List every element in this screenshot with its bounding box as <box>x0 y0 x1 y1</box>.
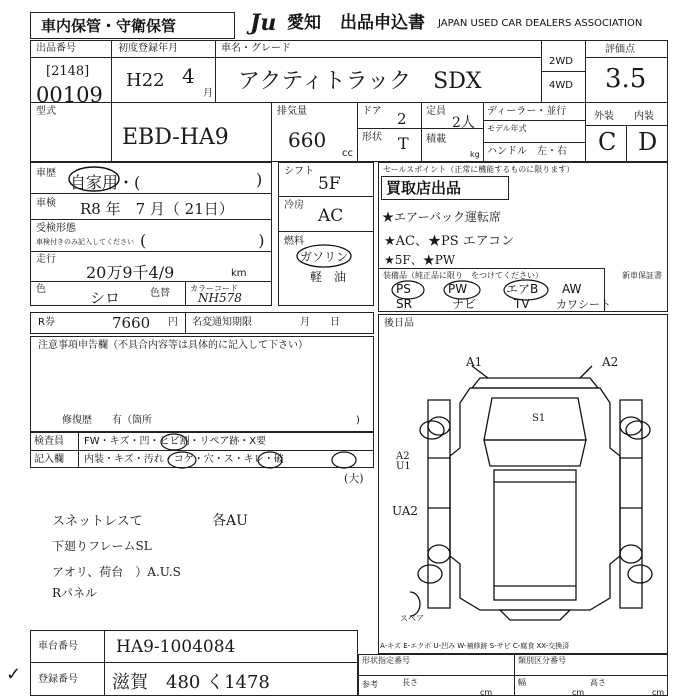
history-close-paren: ) <box>256 170 263 189</box>
reg-era: H22 <box>126 70 165 91</box>
damage-legend: A-キズ E-エクボ U-凹み W-補修跡 S-サビ C-腐食 XX-交換済 <box>380 642 570 650</box>
color-code-label: カラーコード <box>190 284 238 293</box>
interior-label: 内装 <box>634 111 654 122</box>
equip-circles <box>390 278 570 302</box>
recycle-sub: 車検付きのみ記入してください <box>36 238 134 246</box>
model-value: EBD-HA9 <box>122 125 229 150</box>
inspector-label: 検査員 <box>34 436 64 447</box>
recycle-ticket-label: R券 <box>38 317 55 328</box>
inspection-label: 車検 <box>36 198 56 209</box>
reg-no-label: 登録番号 <box>38 674 78 685</box>
shape-value: T <box>398 134 409 153</box>
notice-date-label: 名変通知期限 <box>192 317 252 328</box>
equip-pw: PW <box>448 282 468 296</box>
car-diagram <box>410 358 660 628</box>
capacity-value: 2人 <box>452 115 475 131</box>
car-name-label: 車名・グレード <box>221 43 291 54</box>
height-label: 高さ <box>590 678 606 687</box>
chassis-no-value: HA9-1004084 <box>116 637 236 657</box>
type-specs-label: 類別区分番号 <box>518 656 566 665</box>
reg-month: 4 <box>182 64 195 88</box>
recycle-paren: ( ) <box>140 231 265 250</box>
warranty-label: 新車保証書 <box>622 271 662 280</box>
mark-a2: A2 <box>602 355 619 369</box>
form-title: 出品申込書 <box>340 13 425 33</box>
remarks-line-1: スネットレスて <box>52 514 143 529</box>
history-value: 自家用・( <box>70 173 141 192</box>
sales-point-1: ★エアーバック運転席 <box>382 210 502 224</box>
doors-label: ドア <box>362 106 382 117</box>
equip-ps: PS <box>396 282 411 296</box>
first-reg-label: 初度登録年月 <box>118 43 178 54</box>
remarks-line-3: 下廻りフレームSL <box>52 539 152 553</box>
ju-logo: Ju <box>250 10 277 36</box>
inspection-value: R8 年 7 月（ 21日） <box>80 200 234 218</box>
rear-seat-label: 後日品 <box>384 318 414 329</box>
mark-ua2: UA2 <box>392 504 419 518</box>
score-label: 評価点 <box>605 44 635 55</box>
recycle-ticket-value: 7660 <box>112 314 151 332</box>
score-value: 3.5 <box>605 64 647 94</box>
mark-a1: A1 <box>466 355 483 369</box>
history-circle <box>66 164 126 194</box>
car-name-value: アクティトラック SDX <box>238 69 482 94</box>
association-name: JAPAN USED CAR DEALERS ASSOCIATION <box>438 18 643 29</box>
fuel-label: 燃料 <box>284 236 304 247</box>
buyback-text: 買取店出品 <box>386 179 462 197</box>
color-value: シロ <box>90 289 121 307</box>
check-mark: (大) <box>344 472 364 485</box>
fuel-value: ガソリン <box>300 250 349 264</box>
remarks-title: 注意事項申告欄（不具合内容等は具体的に記入して下さい） <box>38 340 308 351</box>
dealer-label: ディーラー・並行 <box>487 106 567 117</box>
entry-label: 記入欄 <box>34 454 64 465</box>
reg-no-value: 滋賀 480 く1478 <box>112 672 270 693</box>
storage-badge <box>30 12 235 39</box>
interior-row: 内装・キズ・汚れ・コゲ・穴・ス・キレ・破 <box>84 454 284 465</box>
lot-bracket: [2148] <box>46 64 90 79</box>
equip-aw: AW <box>562 282 582 296</box>
mark-s1: S1 <box>532 413 546 424</box>
yen-unit: 円 <box>168 317 178 328</box>
exterior-value: C <box>598 128 617 156</box>
storage-badge-text: 車内保管・守衛保管 <box>41 17 177 35</box>
equip-seat: カワシート <box>556 298 611 311</box>
spare-label: スペア <box>400 614 424 623</box>
load-label: 積載 <box>426 134 446 145</box>
fuel-diesel: 軽 油 <box>310 270 347 284</box>
model-year-label: モデル年式 <box>487 124 527 133</box>
equip-title: 装備品（純正品に限り をつけてください） <box>383 271 543 280</box>
exterior-label: 外装 <box>594 111 614 122</box>
shift-label: シフト <box>284 166 314 177</box>
mark-a2u1: A2 U1 <box>396 451 411 472</box>
kg-unit: kg <box>470 150 480 159</box>
length-label: 長さ <box>402 678 418 687</box>
color-label: 色 <box>36 284 46 295</box>
handle-label: ハンドル 左・右 <box>487 146 567 157</box>
displacement-value: 660 <box>288 128 327 152</box>
shift-value: 5F <box>318 174 341 194</box>
recycle-label: 受検形態 <box>36 223 76 234</box>
remarks-line-5: Rパネル <box>52 586 98 600</box>
width-cm: cm <box>572 688 585 697</box>
cc-unit: cc <box>342 148 353 159</box>
doors-value: 2 <box>397 110 407 128</box>
ac-label: 冷房 <box>284 200 304 211</box>
length-cm: cm <box>480 688 493 697</box>
shape-specs-label: 形状指定番号 <box>362 656 410 665</box>
color-code-value: NH578 <box>198 291 242 305</box>
remarks-line-4: アオリ、荷台 ）A.U.S <box>52 565 181 579</box>
2wd-label: 2WD <box>549 56 573 67</box>
mileage-value: 20万9千4/9 <box>86 263 175 282</box>
4wd-label: 4WD <box>549 80 573 91</box>
width-label: 幅 <box>518 678 526 687</box>
lot-no-value: 00109 <box>36 83 103 107</box>
chassis-no-label: 車台番号 <box>38 641 78 652</box>
remarks-line-2: 各AU <box>212 513 248 529</box>
sales-point-3: ★5F、★PW <box>384 253 456 267</box>
sales-point-2: ★AC、★PS エアコン <box>384 234 515 249</box>
sales-point-label: セールスポイント（正常に機能するものに限ります） <box>383 165 575 174</box>
history-label: 車歴 <box>36 168 56 179</box>
interior-value: D <box>638 128 658 156</box>
shape-label: 形状 <box>362 132 382 143</box>
fw-row: FW・キズ・凹・ヒビ割・リペア跡・X要 <box>84 436 267 447</box>
model-label: 型式 <box>36 106 56 117</box>
margin-checkmark: ✓ <box>6 664 22 685</box>
color-detail-label: 色替 <box>150 288 170 299</box>
repair-label: 修復歴 有（箇所 <box>62 415 152 426</box>
repair-close: ) <box>356 415 360 426</box>
reg-month-unit: 月 <box>203 88 213 99</box>
height-cm: cm <box>652 688 665 697</box>
km-unit: km <box>231 268 247 279</box>
fuel-circle <box>294 242 354 270</box>
inspection-circles <box>76 430 376 470</box>
ac-value: AC <box>318 206 344 226</box>
capacity-label: 定員 <box>426 106 446 117</box>
ref-label: 参考 <box>362 680 378 689</box>
equip-sr: SR <box>396 297 412 311</box>
org-name: 愛知 <box>287 13 321 33</box>
mileage-label: 走行 <box>36 254 56 265</box>
equip-navi: ナビ <box>452 297 477 311</box>
displacement-label: 排気量 <box>277 106 307 117</box>
lot-no-label: 出品番号 <box>36 43 76 54</box>
equip-tv: TV <box>514 297 530 311</box>
notice-date-unit: 月 日 <box>300 317 340 328</box>
equip-airbag: エアB <box>506 282 539 296</box>
